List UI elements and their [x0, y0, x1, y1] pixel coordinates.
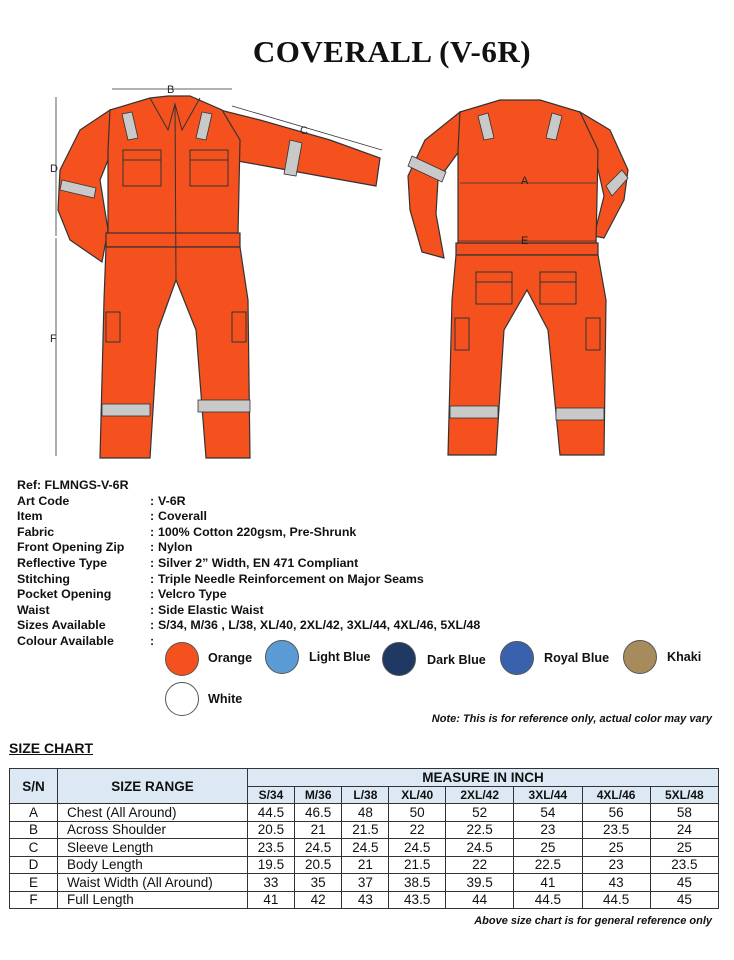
swatch-label-light-blue: Light Blue [309, 650, 371, 664]
spec-value: Triple Needle Reinforcement on Major Seams [158, 571, 424, 586]
cell-measure: 38.5 [389, 874, 446, 892]
dim-label-b: B [167, 84, 175, 96]
swatch-label-white: White [208, 692, 243, 706]
cell-measure: 21.5 [389, 856, 446, 874]
size-header-cell: M/36 [294, 786, 342, 804]
spec-colon: : [150, 571, 155, 586]
cell-measure: 22 [446, 856, 514, 874]
cell-measure: 50 [389, 804, 446, 822]
spec-value: Silver 2” Width, EN 471 Compliant [158, 555, 359, 570]
spec-colon: : [150, 602, 155, 617]
spec-row [17, 494, 717, 510]
spec-colon: : [150, 587, 155, 602]
spec-label: Reflective Type [17, 555, 107, 570]
cell-measure: 43 [582, 874, 650, 892]
cell-measure: 52 [446, 804, 514, 822]
header-measure: MEASURE IN INCH [248, 769, 719, 787]
spec-row [17, 587, 717, 603]
cell-measure: 24.5 [446, 839, 514, 857]
dim-label-f: F [50, 333, 57, 345]
cell-sn: A [10, 804, 58, 822]
size-header-cell: 5XL/48 [650, 786, 718, 804]
cell-measure: 45 [650, 891, 718, 909]
table-row [10, 874, 719, 892]
size-chart-title: SIZE CHART [9, 740, 93, 756]
cell-measure: 41 [248, 891, 295, 909]
cell-measure: 44.5 [248, 804, 295, 822]
size-header-cell: XL/40 [389, 786, 446, 804]
spec-label: Front Opening Zip [17, 540, 125, 555]
spec-list [17, 494, 717, 650]
cell-measure: 39.5 [446, 874, 514, 892]
dim-label-e: E [521, 235, 529, 247]
spec-value: Velcro Type [158, 587, 227, 602]
cell-measure: 20.5 [248, 821, 295, 839]
swatch-dark-blue [382, 642, 416, 676]
cell-size-range: Across Shoulder [58, 821, 248, 839]
cell-measure: 48 [342, 804, 389, 822]
cell-measure: 41 [514, 874, 582, 892]
spec-colon: : [150, 524, 155, 539]
spec-value: Coverall [158, 509, 207, 524]
cell-measure: 19.5 [248, 856, 295, 874]
swatch-khaki [623, 640, 657, 674]
cell-measure: 44 [446, 891, 514, 909]
cell-measure: 46.5 [294, 804, 342, 822]
dim-label-c: C [300, 125, 308, 137]
header-sn: S/N [10, 769, 58, 804]
spec-value: S/34, M/36 , L/38, XL/40, 2XL/42, 3XL/44, 4XL/46, 5XL/48 [158, 618, 481, 633]
spec-label: Item [17, 509, 43, 524]
cell-measure: 22 [389, 821, 446, 839]
table-row [10, 821, 719, 839]
swatch-white [165, 682, 199, 716]
ref-line [17, 478, 717, 494]
cell-measure: 37 [342, 874, 389, 892]
cell-measure: 35 [294, 874, 342, 892]
cell-measure: 23 [514, 821, 582, 839]
dim-label-a: A [521, 175, 529, 187]
cell-measure: 56 [582, 804, 650, 822]
cell-measure: 25 [582, 839, 650, 857]
swatch-royal-blue [500, 641, 534, 675]
cell-size-range: Full Length [58, 891, 248, 909]
swatch-orange [165, 642, 199, 676]
cell-measure: 24.5 [294, 839, 342, 857]
spec-label: Fabric [17, 524, 55, 539]
spec-colon: : [150, 633, 155, 648]
spec-row [17, 603, 717, 619]
cell-measure: 24 [650, 821, 718, 839]
size-chart-body [10, 804, 719, 909]
cell-measure: 25 [514, 839, 582, 857]
colour-options [0, 640, 734, 720]
chart-note: Above size chart is for general reference only [474, 915, 712, 927]
spec-row [17, 618, 717, 634]
cell-measure: 20.5 [294, 856, 342, 874]
spec-colon: : [150, 540, 155, 555]
cell-sn: F [10, 891, 58, 909]
spec-value: Side Elastic Waist [158, 602, 264, 617]
cell-measure: 43 [342, 891, 389, 909]
swatch-label-khaki: Khaki [667, 650, 702, 664]
cell-measure: 43.5 [389, 891, 446, 909]
spec-row [17, 525, 717, 541]
spec-colon: : [150, 555, 155, 570]
spec-value: Nylon [158, 540, 193, 555]
cell-measure: 44.5 [514, 891, 582, 909]
cell-measure: 44.5 [582, 891, 650, 909]
cell-measure: 23 [582, 856, 650, 874]
spec-label: Sizes Available [17, 618, 106, 633]
spec-label: Colour Available [17, 633, 114, 648]
cell-sn: E [10, 874, 58, 892]
size-header-cell: L/38 [342, 786, 389, 804]
cell-size-range: Body Length [58, 856, 248, 874]
cell-measure: 24.5 [342, 839, 389, 857]
table-row [10, 891, 719, 909]
header-size-range: SIZE RANGE [58, 769, 248, 804]
size-header-cell: 2XL/42 [446, 786, 514, 804]
size-header-cell: 3XL/44 [514, 786, 582, 804]
cell-measure: 21.5 [342, 821, 389, 839]
spec-value: 100% Cotton 220gsm, Pre-Shrunk [158, 524, 357, 539]
cell-measure: 58 [650, 804, 718, 822]
spec-colon: : [150, 618, 155, 633]
back-view [408, 100, 628, 455]
swatch-label-dark-blue: Dark Blue [427, 653, 486, 667]
spec-colon: : [150, 509, 155, 524]
table-row [10, 856, 719, 874]
cell-measure: 22.5 [446, 821, 514, 839]
cell-size-range: Chest (All Around) [58, 804, 248, 822]
cell-measure: 33 [248, 874, 295, 892]
cell-size-range: Sleeve Length [58, 839, 248, 857]
spec-row [17, 556, 717, 572]
dim-label-d: D [50, 163, 58, 175]
page-title: COVERALL (V-6R) [252, 34, 532, 69]
spec-label: Pocket Opening [17, 587, 112, 602]
swatch-label-royal-blue: Royal Blue [544, 651, 610, 665]
size-header-cell: S/34 [248, 786, 295, 804]
cell-measure: 42 [294, 891, 342, 909]
product-specs [17, 478, 717, 650]
cell-sn: B [10, 821, 58, 839]
cell-sn: D [10, 856, 58, 874]
cell-measure: 23.5 [248, 839, 295, 857]
spec-row [17, 540, 717, 556]
spec-value: V-6R [158, 493, 186, 508]
cell-sn: C [10, 839, 58, 857]
spec-row [17, 572, 717, 588]
cell-measure: 21 [342, 856, 389, 874]
swatch-light-blue [265, 640, 299, 674]
cell-measure: 22.5 [514, 856, 582, 874]
size-chart-table [9, 768, 719, 909]
table-row [10, 804, 719, 822]
cell-measure: 21 [294, 821, 342, 839]
cell-measure: 23.5 [650, 856, 718, 874]
cell-size-range: Waist Width (All Around) [58, 874, 248, 892]
swatch-label-orange: Orange [208, 651, 253, 665]
spec-label: Waist [17, 602, 50, 617]
spec-label: Stitching [17, 571, 70, 586]
spec-label: Art Code [17, 493, 70, 508]
coverall-illustration [0, 80, 734, 470]
ref-text: Ref: FLMNGS-V-6R [17, 478, 129, 492]
colour-note: Note: This is for reference only, actual color may vary [431, 713, 712, 725]
size-header-cell: 4XL/46 [582, 786, 650, 804]
cell-measure: 23.5 [582, 821, 650, 839]
cell-measure: 54 [514, 804, 582, 822]
spec-colon: : [150, 493, 155, 508]
cell-measure: 24.5 [389, 839, 446, 857]
cell-measure: 25 [650, 839, 718, 857]
table-row [10, 839, 719, 857]
spec-row [17, 509, 717, 525]
cell-measure: 45 [650, 874, 718, 892]
